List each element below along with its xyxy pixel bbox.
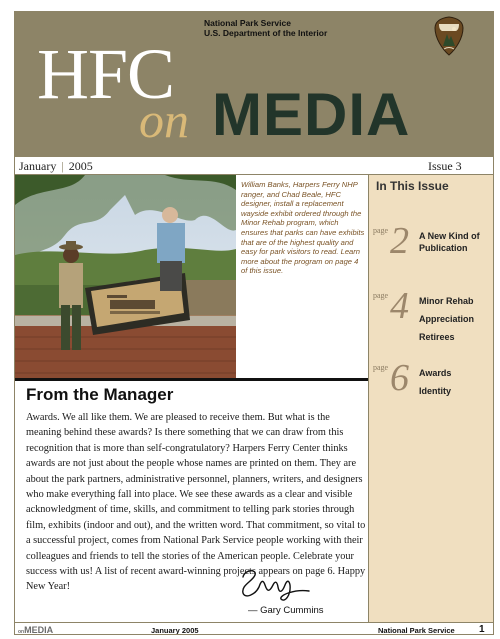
nps-arrowhead-icon [434,16,464,56]
signature-image [235,565,315,605]
cover-photo [15,175,236,379]
sidebar-title: In This Issue [376,179,449,193]
photo-caption: William Banks, Harpers Ferry NHP ranger, and Chad Beale, HFC designer, install a replacement wayside exhibit ordered through the Minor Rehab program, which ensures that parks can have exhibits that are of the highest quality and easy for park visitors to read. Learn more about the program on page 4 of this issue. [241,180,365,276]
agency-block [204,18,327,38]
article-body: Awards. We all like them. We are pleased to receive them. But what is the meaning behind these awards? Is there something that we can draw from this recognition that is more than self-congratulatory? Harpers Ferry Center thinks awards are not just about the people whose names are printed on them. They are about the park partners, administrative personnel, planners, writers, and designers who make everything fall into place. We see these awards as a clear and visible acknowledgment of time, skills, and commitment to telling park stories through film, exhibits (indoor and out), and the written word. That commitment, so vital to a successful project, comes from National Park Service people working with their colleagues and friends to tell the stories of the American people. Celebrate your success with us! A list of recent award-winning projects appears on page 6. Happy New Year! [26,412,366,593]
toc-page-word: page [373,291,389,300]
toc-title: Appreciation [419,314,475,324]
footer-logo [18,625,53,635]
article-heading: From the Manager [26,385,174,404]
toc-title: Identity [419,386,452,396]
agency-name: National Park Service [204,18,291,28]
photo-illustration [15,175,236,379]
masthead [15,12,493,157]
logo-media: MEDIA [212,81,411,148]
toc-page-number: 4 [390,285,409,327]
footer-date: January 2005 [151,626,199,635]
toc-page-word: page [373,226,389,235]
department-name: U.S. Department of the Interior [204,28,328,38]
issue-year: 2005 [68,159,93,173]
toc-title: Minor Rehab [419,296,474,306]
toc-title: Publication [419,243,468,253]
toc-titles [419,296,474,350]
footer-logo-media: MEDIA [24,625,54,635]
toc-page-number: 2 [390,220,409,262]
issue-number: Issue 3 [428,159,462,173]
newsletter-page [14,11,494,635]
footer-logo-on: on [18,629,25,635]
section-rule [15,378,368,381]
toc-page-word: page [373,363,389,372]
footer-agency: National Park Service [378,626,455,635]
toc-page-number: 6 [390,357,409,399]
footer-page-number: 1 [479,624,485,635]
in-this-issue-sidebar [368,175,493,622]
signature-name: — Gary Cummins [248,605,324,616]
toc-title: Retirees [419,332,455,342]
issue-date [19,159,93,174]
date-separator: | [61,159,64,173]
toc-titles [419,231,480,261]
toc-titles [419,368,451,404]
logo-hfc: HFC [37,34,175,114]
toc-title: A New Kind of [419,231,480,241]
page-footer [15,622,493,635]
logo-on: on [139,92,189,148]
issue-month: January [19,159,57,173]
date-strip [15,157,493,175]
toc-title: Awards [419,368,452,378]
